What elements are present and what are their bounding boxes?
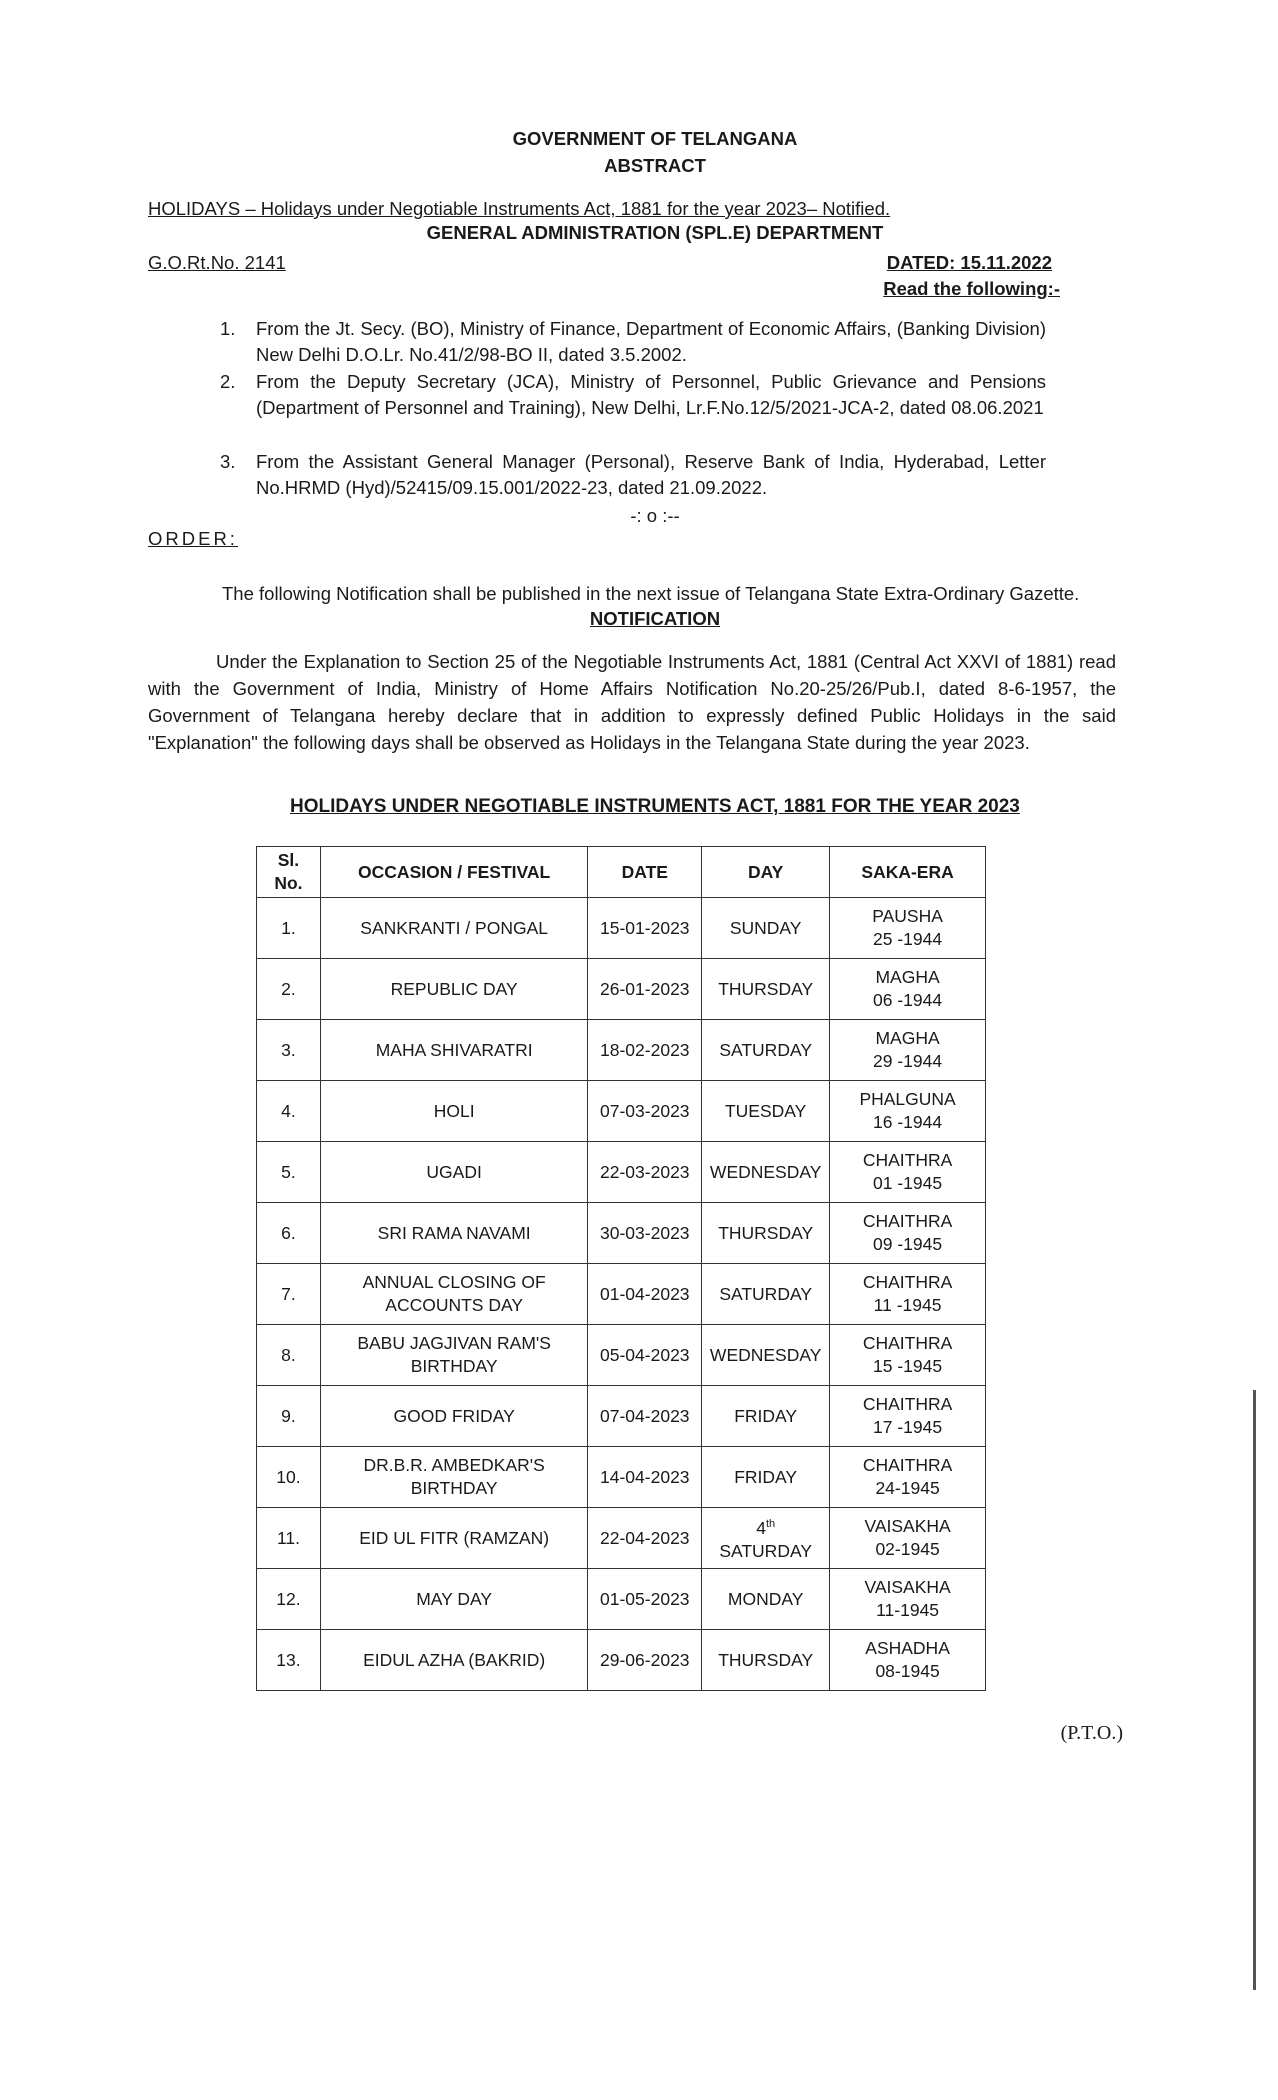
table-row <box>257 1569 986 1630</box>
cell-saka-era: ASHADHA 08-1945 <box>830 1630 986 1691</box>
table-header-row <box>257 847 986 898</box>
cell-occasion: BABU JAGJIVAN RAM'S BIRTHDAY <box>320 1325 587 1386</box>
table-row <box>257 1020 986 1081</box>
cell-saka-era: CHAITHRA 11 -1945 <box>830 1264 986 1325</box>
cell-day: WEDNESDAY <box>702 1325 830 1386</box>
cell-sl-no: 13. <box>257 1630 321 1691</box>
cell-date: 01-04-2023 <box>588 1264 702 1325</box>
cell-date: 07-04-2023 <box>588 1386 702 1447</box>
notification-heading: NOTIFICATION <box>589 608 721 629</box>
cell-saka-era: CHAITHRA 15 -1945 <box>830 1325 986 1386</box>
reference-item <box>220 316 1046 368</box>
reference-list <box>220 449 1046 501</box>
cell-day: SUNDAY <box>702 898 830 959</box>
cell-day: 4th SATURDAY <box>702 1508 830 1569</box>
cell-day: FRIDAY <box>702 1447 830 1508</box>
cell-occasion: GOOD FRIDAY <box>320 1386 587 1447</box>
table-row <box>257 898 986 959</box>
holidays-table <box>256 846 986 1691</box>
cell-occasion: SRI RAMA NAVAMI <box>320 1203 587 1264</box>
order-text: The following Notification shall be published in the next issue of Telangana State Extra-Ordinary Gazette. <box>222 583 1080 604</box>
cell-saka-era: VAISAKHA 02-1945 <box>830 1508 986 1569</box>
table-title: HOLIDAYS UNDER NEGOTIABLE INSTRUMENTS ACT, 1881 FOR THE YEAR 2023 <box>290 796 1020 817</box>
reference-text: From the Deputy Secretary (JCA), Ministry of Personnel, Public Grievance and Pensions (Department of Personnel and Training), New Delhi, Lr.F.No.12/5/2021-JCA-2, dated 08.06.2021 <box>256 371 1046 418</box>
table-row <box>257 1142 986 1203</box>
cell-occasion: HOLI <box>320 1081 587 1142</box>
cell-sl-no: 12. <box>257 1569 321 1630</box>
cell-saka-era: CHAITHRA 01 -1945 <box>830 1142 986 1203</box>
table-row <box>257 1508 986 1569</box>
reference-item <box>220 449 1046 501</box>
cell-day: FRIDAY <box>702 1386 830 1447</box>
table-row <box>257 1203 986 1264</box>
reference-number: 3. <box>220 451 236 472</box>
notification-body: Under the Explanation to Section 25 of the Negotiable Instruments Act, 1881 (Central Act XXVI of 1881) read with the Government of India, Ministry of Home Affairs Notification No.20-25/26/Pub.I, dated 8-6-1957, the Government of Telangana hereby declare that in addition to expressly defined Public Holidays in the said "Explanation" the following days shall be observed as Holidays in the Telangana State during the year 2023. <box>148 651 1116 753</box>
table-row <box>257 1264 986 1325</box>
go-number: G.O.Rt.No. 2141 <box>148 252 286 273</box>
government-title: GOVERNMENT OF TELANGANA <box>512 128 798 149</box>
cell-sl-no: 4. <box>257 1081 321 1142</box>
reference-number: 2. <box>220 371 236 392</box>
cell-sl-no: 5. <box>257 1142 321 1203</box>
cell-date: 22-03-2023 <box>588 1142 702 1203</box>
cell-occasion: ANNUAL CLOSING OF ACCOUNTS DAY <box>320 1264 587 1325</box>
cell-date: 29-06-2023 <box>588 1630 702 1691</box>
cell-day: SATURDAY <box>702 1264 830 1325</box>
cell-date: 22-04-2023 <box>588 1508 702 1569</box>
cell-sl-no: 9. <box>257 1386 321 1447</box>
table-row <box>257 1447 986 1508</box>
cell-occasion: EID UL FITR (RAMZAN) <box>320 1508 587 1569</box>
cell-occasion: EIDUL AZHA (BAKRID) <box>320 1630 587 1691</box>
cell-date: 05-04-2023 <box>588 1325 702 1386</box>
department-name: GENERAL ADMINISTRATION (SPL.E) DEPARTMENT <box>426 222 884 243</box>
order-label: ORDER: <box>148 528 238 549</box>
cell-sl-no: 10. <box>257 1447 321 1508</box>
cell-day: WEDNESDAY <box>702 1142 830 1203</box>
table-row <box>257 1630 986 1691</box>
cell-saka-era: MAGHA 29 -1944 <box>830 1020 986 1081</box>
cell-sl-no: 2. <box>257 959 321 1020</box>
go-date: DATED: 15.11.2022 <box>886 252 1052 273</box>
cell-date: 07-03-2023 <box>588 1081 702 1142</box>
header-day: DAY <box>702 847 830 898</box>
cell-saka-era: PAUSHA 25 -1944 <box>830 898 986 959</box>
subject-line: HOLIDAYS – Holidays under Negotiable Instruments Act, 1881 for the year 2023– Notified. <box>148 198 891 219</box>
cell-day: THURSDAY <box>702 959 830 1020</box>
cell-date: 15-01-2023 <box>588 898 702 959</box>
abstract-label: ABSTRACT <box>604 155 706 176</box>
cell-occasion: UGADI <box>320 1142 587 1203</box>
cell-day: MONDAY <box>702 1569 830 1630</box>
scan-edge-line <box>1253 1390 1256 1990</box>
cell-day: THURSDAY <box>702 1203 830 1264</box>
cell-occasion: DR.B.R. AMBEDKAR'S BIRTHDAY <box>320 1447 587 1508</box>
cell-occasion: MAHA SHIVARATRI <box>320 1020 587 1081</box>
cell-day: SATURDAY <box>702 1020 830 1081</box>
cell-date: 26-01-2023 <box>588 959 702 1020</box>
read-following-label: Read the following:- <box>883 278 1060 299</box>
header-date: DATE <box>588 847 702 898</box>
reference-number: 1. <box>220 318 236 339</box>
cell-occasion: SANKRANTI / PONGAL <box>320 898 587 959</box>
header-saka-era: SAKA-ERA <box>830 847 986 898</box>
cell-sl-no: 3. <box>257 1020 321 1081</box>
cell-saka-era: CHAITHRA 17 -1945 <box>830 1386 986 1447</box>
cell-sl-no: 8. <box>257 1325 321 1386</box>
cell-saka-era: VAISAKHA 11-1945 <box>830 1569 986 1630</box>
cell-date: 14-04-2023 <box>588 1447 702 1508</box>
section-separator: -: o :-- <box>630 505 680 526</box>
pto-label: (P.T.O.) <box>1060 1722 1123 1744</box>
cell-saka-era: CHAITHRA 09 -1945 <box>830 1203 986 1264</box>
reference-text: From the Jt. Secy. (BO), Ministry of Finance, Department of Economic Affairs, (Banking Division) New Delhi D.O.Lr. No.41/2/98-BO II, dated 3.5.2002. <box>256 318 1046 365</box>
cell-saka-era: MAGHA 06 -1944 <box>830 959 986 1020</box>
header-occasion: OCCASION / FESTIVAL <box>320 847 587 898</box>
cell-sl-no: 11. <box>257 1508 321 1569</box>
cell-saka-era: PHALGUNA 16 -1944 <box>830 1081 986 1142</box>
cell-date: 18-02-2023 <box>588 1020 702 1081</box>
reference-list <box>220 316 1046 368</box>
cell-occasion: REPUBLIC DAY <box>320 959 587 1020</box>
cell-sl-no: 6. <box>257 1203 321 1264</box>
header-sl-no: Sl. No. <box>257 847 321 898</box>
cell-day: TUESDAY <box>702 1081 830 1142</box>
table-row <box>257 1081 986 1142</box>
reference-list <box>220 369 1046 421</box>
cell-day: THURSDAY <box>702 1630 830 1691</box>
table-body <box>257 898 986 1691</box>
reference-item <box>220 369 1046 421</box>
cell-sl-no: 1. <box>257 898 321 959</box>
table-row <box>257 1325 986 1386</box>
reference-text: From the Assistant General Manager (Personal), Reserve Bank of India, Hyderabad, Letter No.HRMD (Hyd)/52415/09.15.001/2022-23, dated 21.09.2022. <box>256 451 1046 498</box>
table-row <box>257 959 986 1020</box>
cell-date: 01-05-2023 <box>588 1569 702 1630</box>
cell-occasion: MAY DAY <box>320 1569 587 1630</box>
cell-saka-era: CHAITHRA 24-1945 <box>830 1447 986 1508</box>
cell-date: 30-03-2023 <box>588 1203 702 1264</box>
table-row <box>257 1386 986 1447</box>
cell-sl-no: 7. <box>257 1264 321 1325</box>
